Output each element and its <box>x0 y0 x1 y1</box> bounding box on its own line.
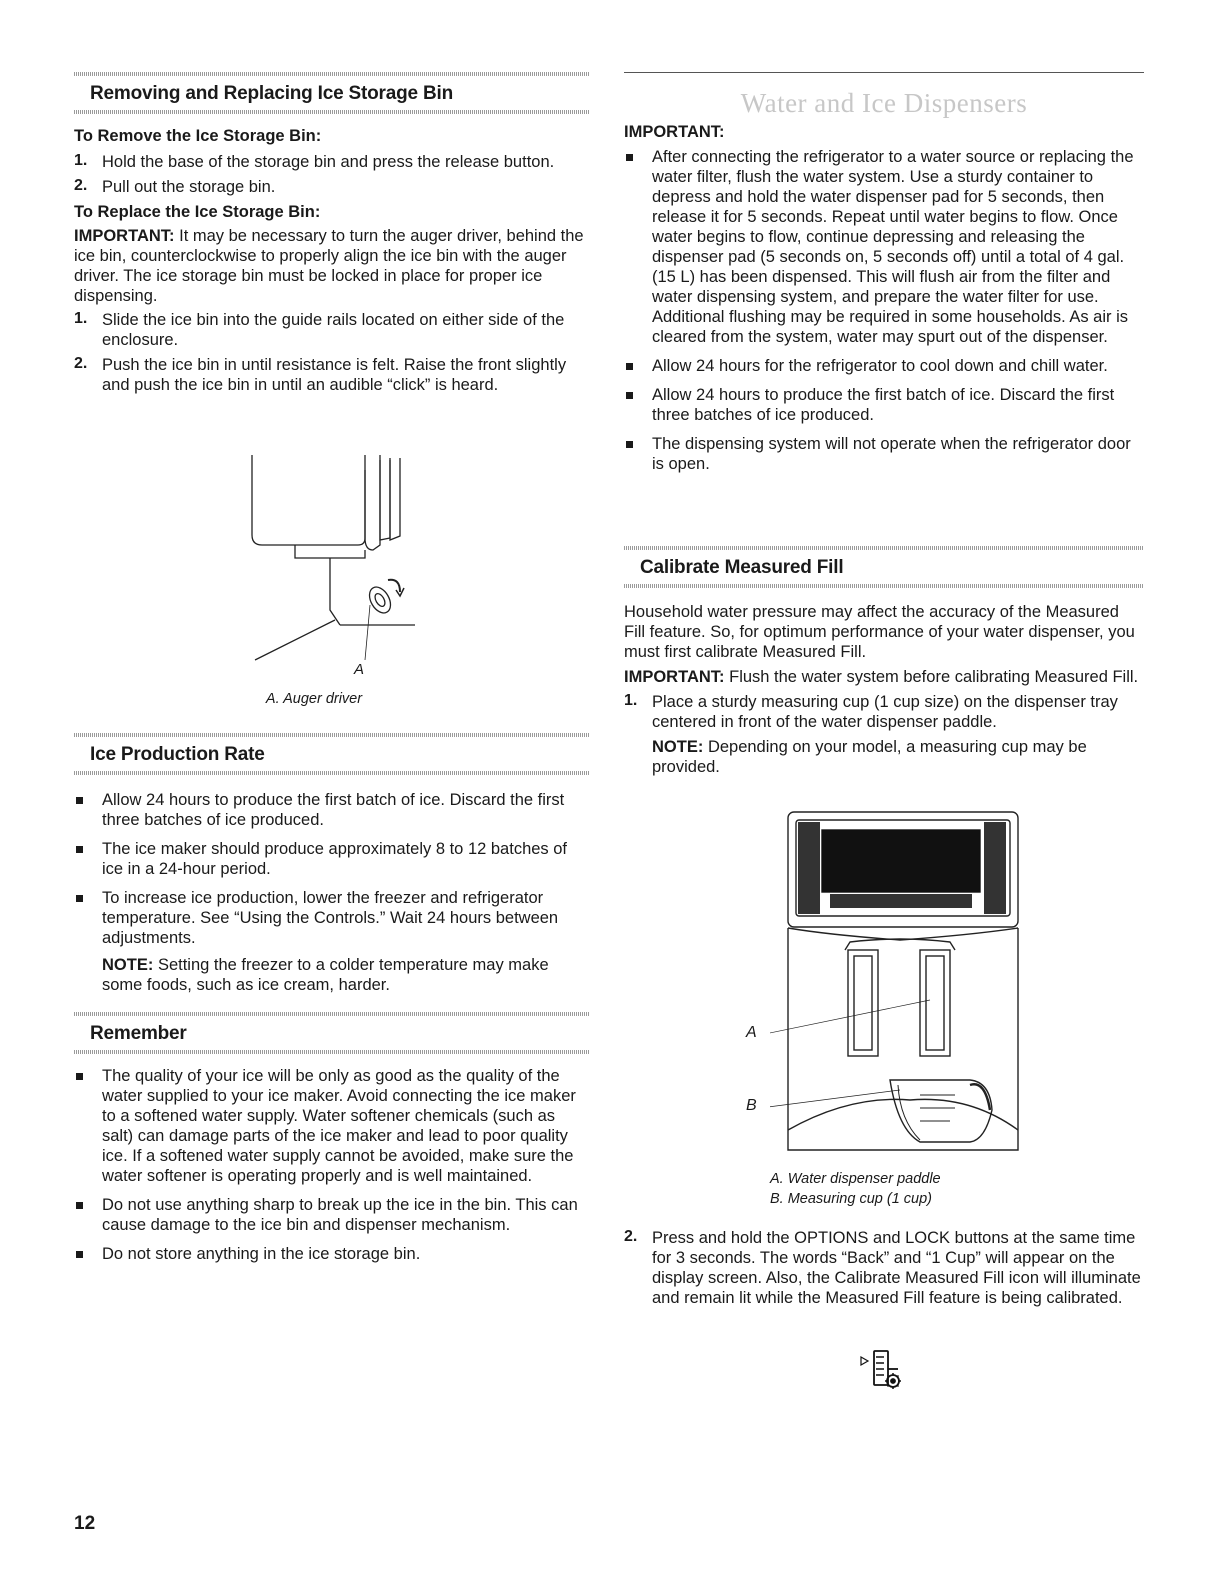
list-item: The ice maker should produce approximately 8 to 12 batches of ice in a 24-hour period. <box>74 839 590 879</box>
calibrate-note: NOTE: Depending on your model, a measuring cup may be provided. <box>652 738 1087 776</box>
section-header-ice-production <box>74 733 590 775</box>
section-title: Calibrate Measured Fill <box>640 557 844 578</box>
auger-driver-illustration <box>240 450 430 670</box>
remove-heading: To Remove the Ice Storage Bin: <box>74 127 322 145</box>
section-title: Remember <box>90 1023 187 1044</box>
list-item: Allow 24 hours for the refrigerator to cool down and chill water. <box>624 356 1144 376</box>
remove-step-1: 1. Hold the base of the storage bin and press the release button. <box>74 152 555 171</box>
calibrate-instructions <box>624 602 1144 777</box>
figure-label-a: A <box>354 661 365 678</box>
title-rule <box>624 72 1144 73</box>
figure-label-b: B <box>746 1097 757 1114</box>
important-paragraph: IMPORTANT: It may be necessary to turn the auger driver, behind the ice bin, counterclockwise to properly align the ice bin with the auger driver. The ice storage bin must be locked in place for proper ice dispensing. <box>74 227 584 305</box>
remove-step-2: 2. Pull out the storage bin. <box>74 177 276 196</box>
list-item: The quality of your ice will be only as good as the quality of the water supplied to your ice maker. Avoid connecting the ice maker to a softened water supply. Water softener chemicals (such as salt) can damage parts of the ice maker and lead to poor quality ice. If a softened water supply cannot be avoided, make sure the water softener is operating properly and is well maintained. <box>74 1066 590 1186</box>
section-title: Ice Production Rate <box>90 744 265 765</box>
replace-step-2: 2. Push the ice bin in until resistance is felt. Raise the front slightly and push the ice bin in until an audible “click” is heard. <box>74 355 567 394</box>
calibrate-step-2-block <box>624 1228 1144 1313</box>
list-item: Allow 24 hours to produce the first batch of ice. Discard the first three batches of ice produced. <box>624 385 1144 425</box>
ice-production-list <box>74 790 590 995</box>
calibrate-step-1: 1. Place a sturdy measuring cup (1 cup size) on the dispenser tray centered in front of the water dispenser paddle. <box>624 692 1118 731</box>
list-item: Do not use anything sharp to break up the ice in the bin. This can cause damage to the ice bin and dispenser mechanism. <box>74 1195 590 1235</box>
page-title: Water and Ice Dispensers <box>740 88 1028 118</box>
calibrate-measured-fill-icon <box>858 1347 908 1393</box>
section-header-calibrate <box>624 546 1144 588</box>
list-item: Do not store anything in the ice storage bin. <box>74 1244 590 1264</box>
replace-step-1: 1. Slide the ice bin into the guide rails located on either side of the enclosure. <box>74 310 565 349</box>
calibrate-important: IMPORTANT: Flush the water system before calibrating Measured Fill. <box>624 668 1139 686</box>
dispenser-illustration <box>770 810 1030 1160</box>
section-header-remember <box>74 1012 590 1054</box>
note: NOTE: Setting the freezer to a colder temperature may make some foods, such as ice cream, harder. <box>102 956 549 994</box>
figure-caption: A. Water dispenser paddle B. Measuring cup (1 cup) <box>770 1171 941 1207</box>
list-item: To increase ice production, lower the freezer and refrigerator temperature. See “Using the Controls.” Wait 24 hours between adjustments. <box>74 888 590 948</box>
remember-list <box>74 1066 590 1273</box>
ice-bin-instructions <box>74 126 590 400</box>
list-item: Allow 24 hours to produce the first batch of ice. Discard the first three batches of ice produced. <box>74 790 590 830</box>
figure-caption: A. Auger driver <box>265 691 363 707</box>
important-heading: IMPORTANT: <box>624 123 725 141</box>
section-title: Removing and Replacing Ice Storage Bin <box>90 83 453 104</box>
list-item: After connecting the refrigerator to a water source or replacing the water filter, flush the water system. Use a sturdy container to depress and hold the water dispenser pad for 5 seconds, then release it for 5 seconds. Repeat until water begins to flow. Once water begins to flow, continue depressing and releasing the dispenser pad (5 seconds on, 5 seconds off) until a total of 4 gal. (15 L) has been dispensed. This will flush air from the filter and water dispensing system, and prepare the water filter for use. Additional flushing may be required in some households. As air is cleared from the system, water may spurt out of the dispenser. <box>624 147 1144 347</box>
calibrate-intro: Household water pressure may affect the accuracy of the Measured Fill feature. So, for optimum performance of your water dispenser, you must first calibrate Measured Fill. <box>624 603 1135 661</box>
list-item: The dispensing system will not operate when the refrigerator door is open. <box>624 434 1144 474</box>
calibrate-step-2: 2. Press and hold the OPTIONS and LOCK buttons at the same time for 3 seconds. The words “Back” and “1 Cup” will appear on the display screen. Also, the Calibrate Measured Fill icon will illuminate and remain lit while the Measured Fill feature is being calibrated. <box>624 1228 1141 1307</box>
figure-label-a: A <box>746 1024 757 1041</box>
section-header-ice-bin <box>74 72 590 114</box>
replace-heading: To Replace the Ice Storage Bin: <box>74 203 321 221</box>
important-block <box>624 122 1144 483</box>
page-number: 12 <box>74 1513 96 1534</box>
